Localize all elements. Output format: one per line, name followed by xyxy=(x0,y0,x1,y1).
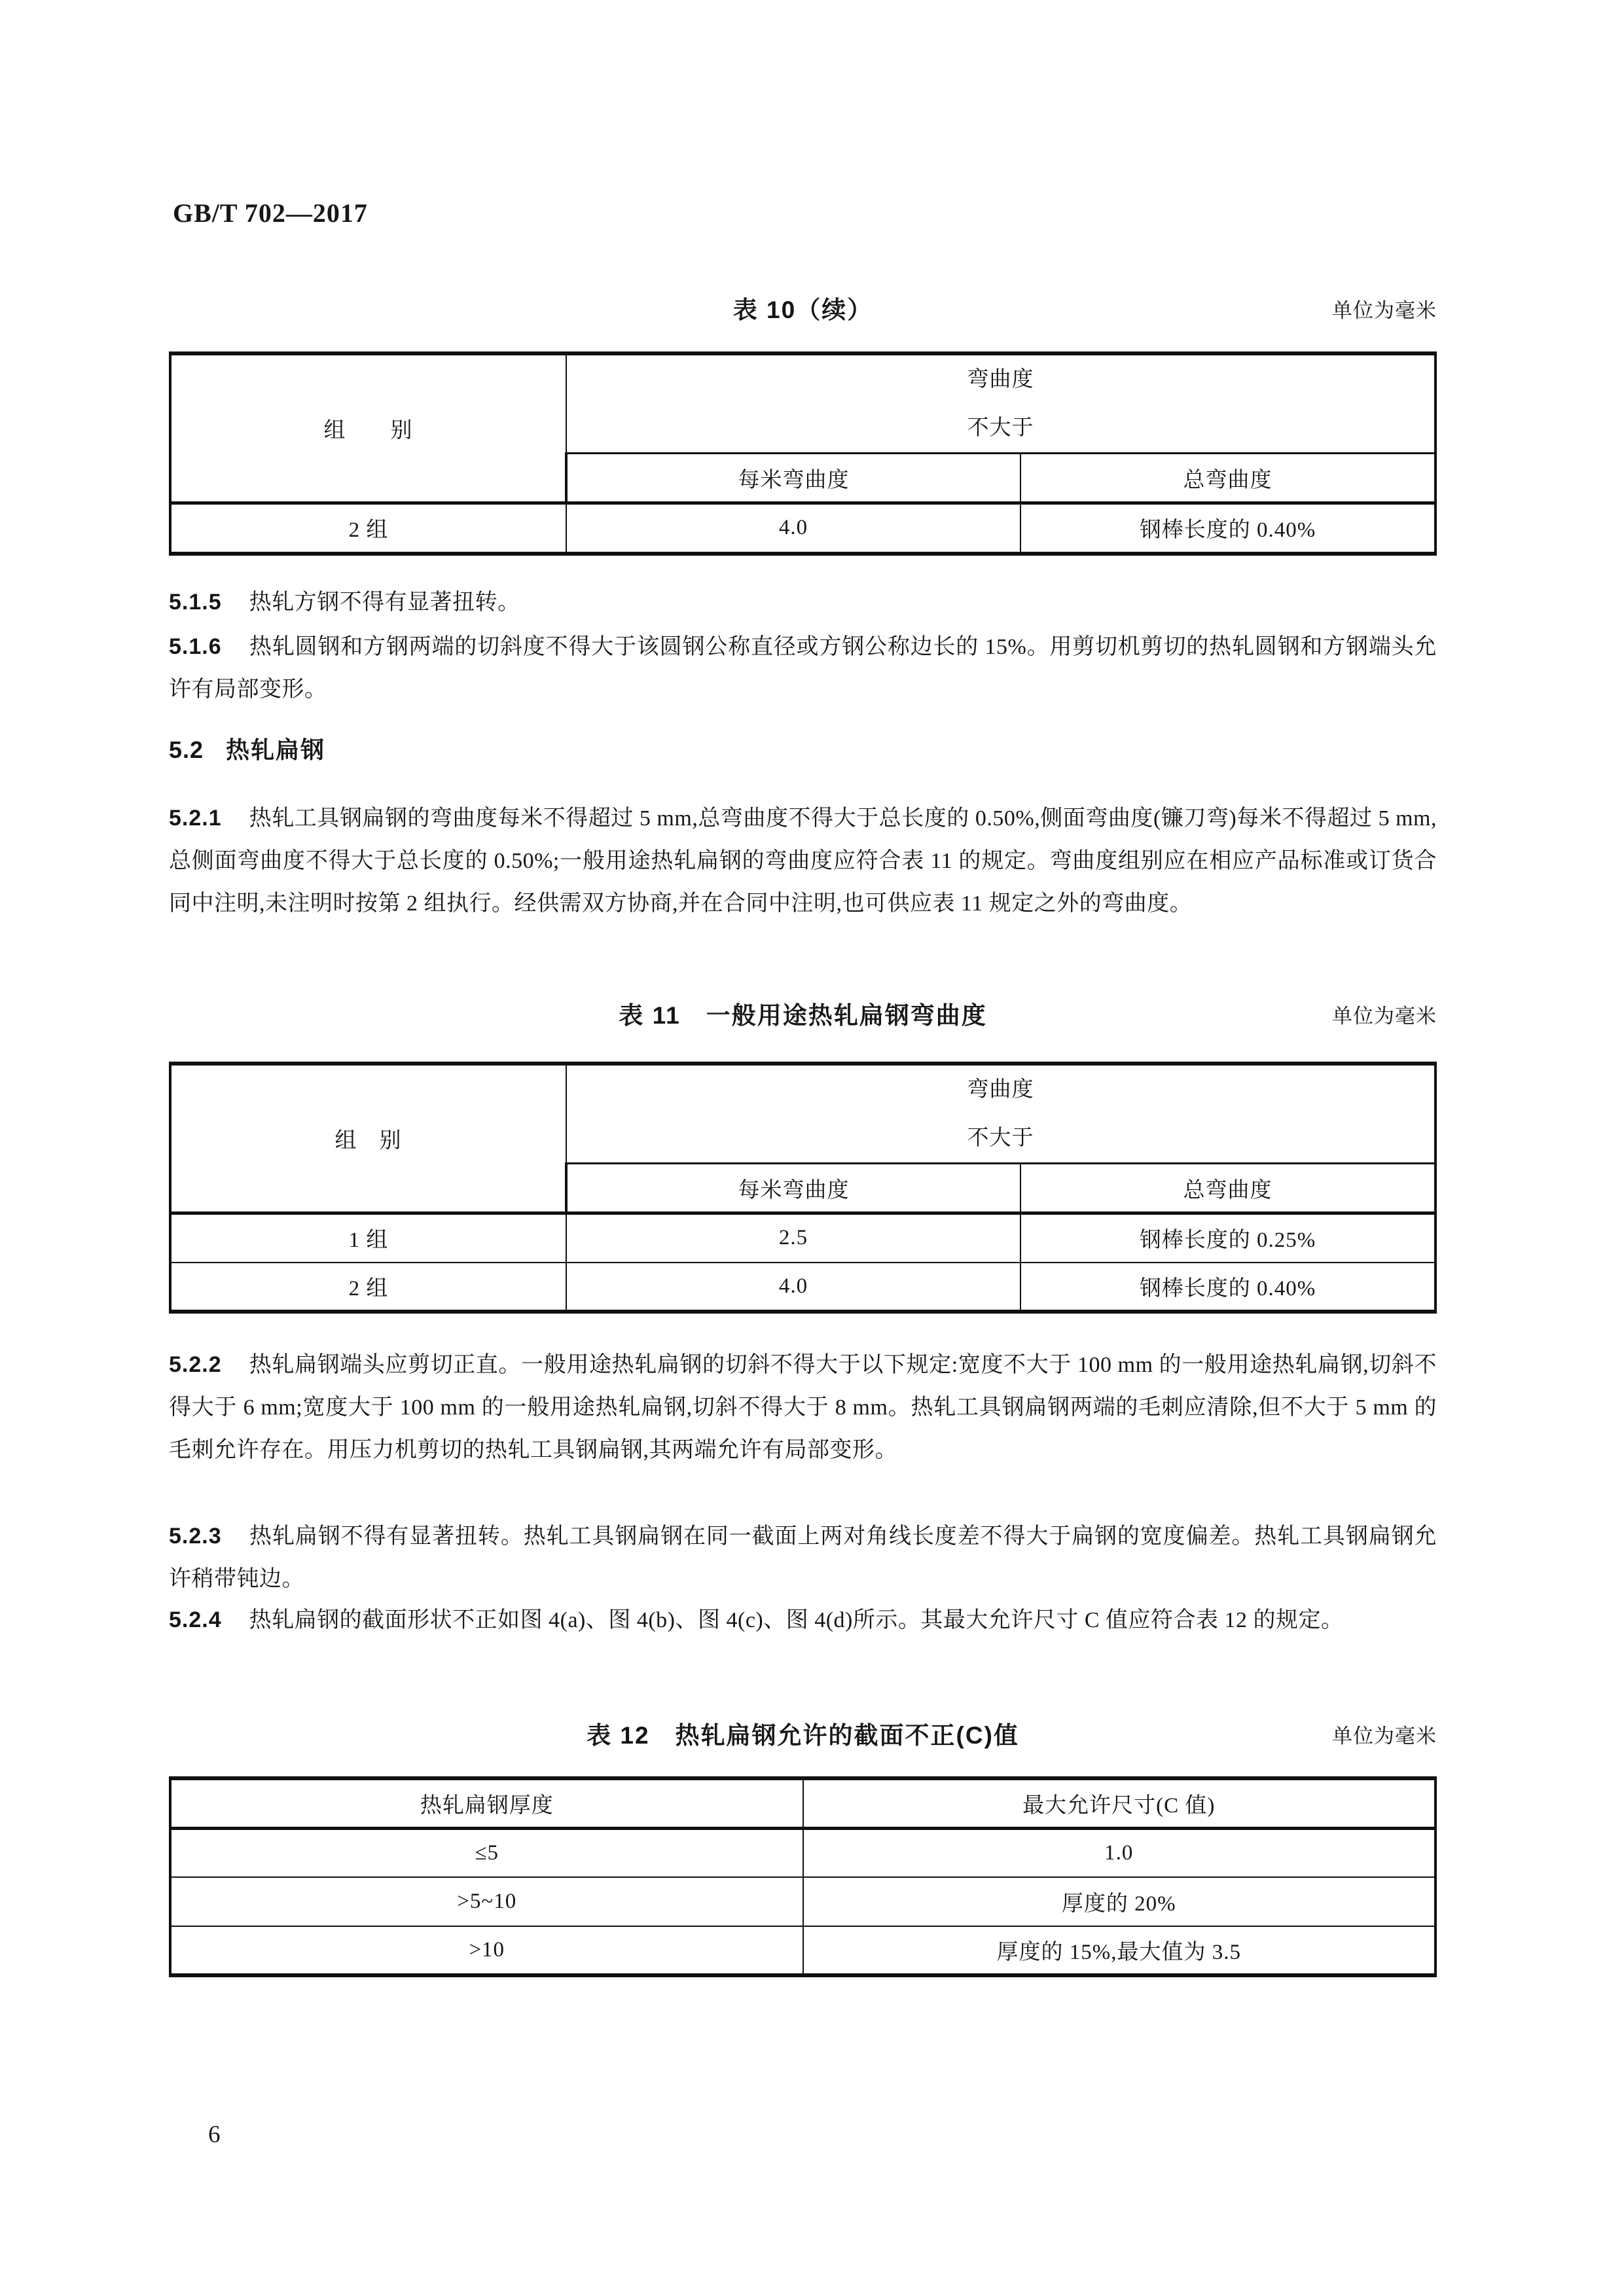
clause-number: 5.2.2 xyxy=(169,1352,222,1377)
span-header-bottom: 不大于 xyxy=(967,1126,1034,1150)
table-row xyxy=(170,353,1435,454)
table11-caption: 表 11 一般用途热轧扁钢弯曲度 xyxy=(619,1002,987,1029)
table-cell: >10 xyxy=(170,1926,803,1975)
table-11 xyxy=(169,1062,1437,1314)
table12-caption: 表 12 热轧扁钢允许的截面不正(C)值 xyxy=(586,1722,1019,1749)
table10-unit-label: 单位为毫米 xyxy=(1332,299,1437,322)
section-number: 5.2 xyxy=(169,736,204,763)
table-cell: 钢棒长度的 0.25% xyxy=(1020,1213,1435,1263)
table-row xyxy=(170,1213,1435,1263)
table-row xyxy=(170,1828,1435,1877)
table-cell: 2 组 xyxy=(170,503,566,554)
table-cell: 4.0 xyxy=(566,503,1020,554)
table-cell: 1 组 xyxy=(170,1213,566,1263)
section-heading-5-2 xyxy=(169,732,1437,765)
table12-unit-label: 单位为毫米 xyxy=(1332,1725,1437,1748)
table12-caption-row xyxy=(169,1715,1437,1747)
clause-number: 5.2.1 xyxy=(169,806,222,831)
clause-5-1-6 xyxy=(169,626,1437,711)
clause-text: 热轧扁钢不得有显著扭转。热轧工具钢扁钢在同一截面上两对角线长度差不得大于扁钢的宽度偏差。热轧工具钢扁钢允许稍带钝边。 xyxy=(169,1524,1437,1591)
page-number: 6 xyxy=(208,2121,221,2148)
table-cell: 总弯曲度 xyxy=(1020,454,1435,503)
clause-text: 热轧工具钢扁钢的弯曲度每米不得超过 5 mm,总弯曲度不得大于总长度的 0.50%,侧面弯曲度(镰刀弯)每米不得超过 5 mm,总侧面弯曲度不得大于总长度的 0.50%;一般用途热轧扁钢的弯曲度应符合表 11 的规定。弯曲度组别应在相应产品标准或订货合同中注明,未注明时按第 2 组执行。经供需双方协商,并在合同中注明,也可供应表 11 规定之外的弯曲度。 xyxy=(169,806,1437,916)
table10-caption: 表 10（续） xyxy=(732,296,873,323)
table-row xyxy=(170,1877,1435,1926)
table-cell: 钢棒长度的 0.40% xyxy=(1020,1263,1435,1312)
table-cell: 4.0 xyxy=(566,1263,1020,1312)
clause-number: 5.2.3 xyxy=(169,1524,222,1549)
table-cell-span-header xyxy=(566,353,1435,454)
table-cell: 厚度的 20% xyxy=(803,1877,1436,1926)
table-cell: 钢棒长度的 0.40% xyxy=(1020,503,1435,554)
table-cell: ≤5 xyxy=(170,1828,803,1877)
clause-number: 5.1.5 xyxy=(169,590,222,615)
table-cell-header: 最大允许尺寸(C 值) xyxy=(803,1778,1436,1828)
clause-text: 热轧扁钢端头应剪切正直。一般用途热轧扁钢的切斜不得大于以下规定:宽度不大于 100 mm 的一般用途热轧扁钢,切斜不得大于 6 mm;宽度大于 100 mm 的一般用途热轧扁钢,切斜不得大于 8 mm。热轧工具钢扁钢两端的毛刺应清除,但不大于 5 mm 的毛刺允许存在。用压力机剪切的热轧工具钢扁钢,其两端允许有局部变形。 xyxy=(169,1353,1437,1462)
table-10 xyxy=(169,351,1437,556)
table-row xyxy=(170,1926,1435,1975)
table-row xyxy=(170,1064,1435,1164)
clause-5-2-3 xyxy=(169,1515,1437,1600)
table-row xyxy=(170,503,1435,554)
table-cell: >5~10 xyxy=(170,1877,803,1926)
table-cell: 2.5 xyxy=(566,1213,1020,1263)
table-cell: 2 组 xyxy=(170,1263,566,1312)
clause-5-1-5 xyxy=(169,581,1437,624)
table-row xyxy=(170,1778,1435,1828)
clause-5-2-4 xyxy=(169,1599,1437,1641)
clause-5-2-2 xyxy=(169,1344,1437,1471)
table-cell-span-header xyxy=(566,1064,1435,1164)
clause-text: 热轧方钢不得有显著扭转。 xyxy=(249,590,520,615)
clause-text: 热轧扁钢的截面形状不正如图 4(a)、图 4(b)、图 4(c)、图 4(d)所示。其最大允许尺寸 C 值应符合表 12 的规定。 xyxy=(249,1608,1344,1632)
section-title: 热轧扁钢 xyxy=(226,736,326,763)
standard-code-header: GB/T 702—2017 xyxy=(173,198,368,228)
table-cell: 每米弯曲度 xyxy=(566,1164,1020,1213)
table11-caption-row xyxy=(169,996,1437,1027)
table-12 xyxy=(169,1776,1437,1977)
span-header-top: 弯曲度 xyxy=(967,368,1034,391)
table-cell-header: 热轧扁钢厚度 xyxy=(170,1778,803,1828)
span-header-top: 弯曲度 xyxy=(967,1078,1034,1102)
clause-5-2-1 xyxy=(169,797,1437,925)
table-cell: 每米弯曲度 xyxy=(566,454,1020,503)
table-row xyxy=(170,1263,1435,1312)
clause-text: 热轧圆钢和方钢两端的切斜度不得大于该圆钢公称直径或方钢公称边长的 15%。用剪切机剪切的热轧圆钢和方钢端头允许有局部变形。 xyxy=(169,635,1437,702)
clause-number: 5.2.4 xyxy=(169,1607,222,1632)
table-cell: 1.0 xyxy=(803,1828,1436,1877)
table-cell-group-header: 组 别 xyxy=(170,353,566,503)
table-cell: 厚度的 15%,最大值为 3.5 xyxy=(803,1926,1436,1975)
table10-caption-row xyxy=(169,290,1437,321)
span-header-bottom: 不大于 xyxy=(967,416,1034,440)
table-cell: 总弯曲度 xyxy=(1020,1164,1435,1213)
table-cell-group-header: 组 别 xyxy=(170,1064,566,1213)
table11-unit-label: 单位为毫米 xyxy=(1332,1005,1437,1028)
clause-number: 5.1.6 xyxy=(169,634,222,659)
